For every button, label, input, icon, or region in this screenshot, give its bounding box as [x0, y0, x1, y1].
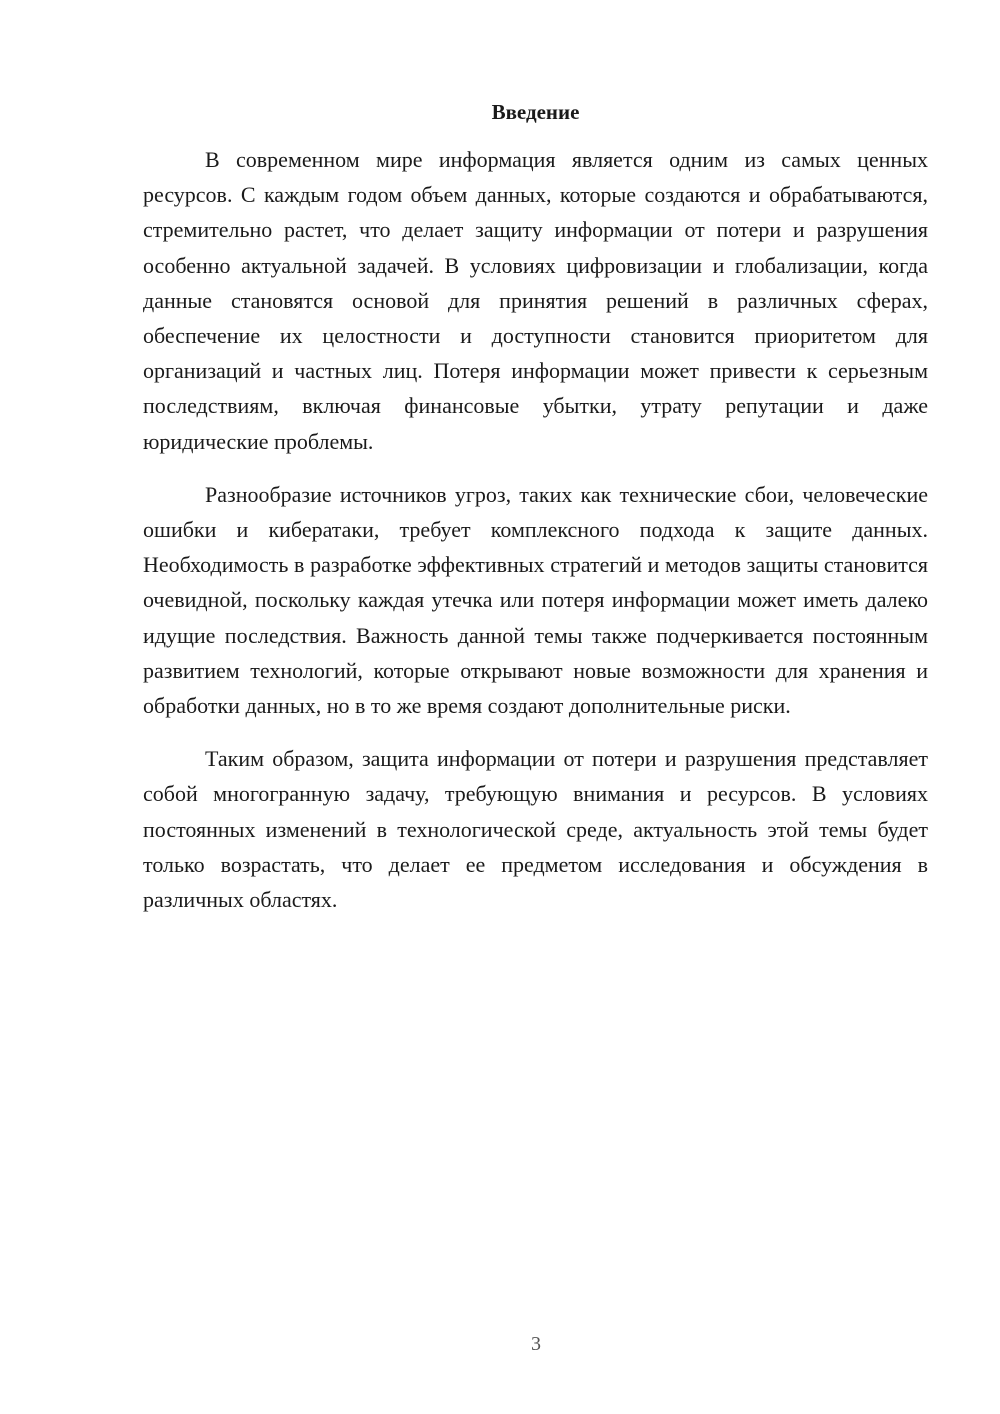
section-title: Введение — [491, 100, 580, 124]
body-text — [143, 142, 928, 935]
paragraph: Разнообразие источников угроз, таких как технические сбои, человеческие ошибки и кибератаки, требует комплексного подхода к защите данных. Необходимость в разработке эффективных стратегий и методов защиты становится очевидной, поскольку каждая утечка или потеря информации может иметь далеко идущие последствия. Важность данной темы также подчеркивается постоянным развитием технологий, которые открывают новые возможности для хранения и обработки данных, но в то же время создают дополнительные риски. — [143, 481, 928, 719]
paragraph: Таким образом, защита информации от потери и разрушения представляет собой многогранную задачу, требующую внимания и ресурсов. В условиях постоянных изменений в технологической среде, актуальность этой темы будет только возрастать, что делает ее предметом исследования и обсуждения в различных областях. — [143, 746, 928, 913]
paragraph: В современном мире информация является одним из самых ценных ресурсов. С каждым годом объем данных, которые создаются и обрабатываются, стремительно растет, что делает защиту информации от потери и разрушения особенно актуальной задачей. В условиях цифровизации и глобализации, когда данные становятся основой для принятия решений в различных сферах, обеспечение их целостности и доступности становится приоритетом для организаций и частных лиц. Потеря информации может привести к серьезным последствиям, включая финансовые убытки, утрату репутации и даже юридические проблемы. — [143, 147, 928, 454]
page-number: 3 — [531, 1333, 541, 1355]
